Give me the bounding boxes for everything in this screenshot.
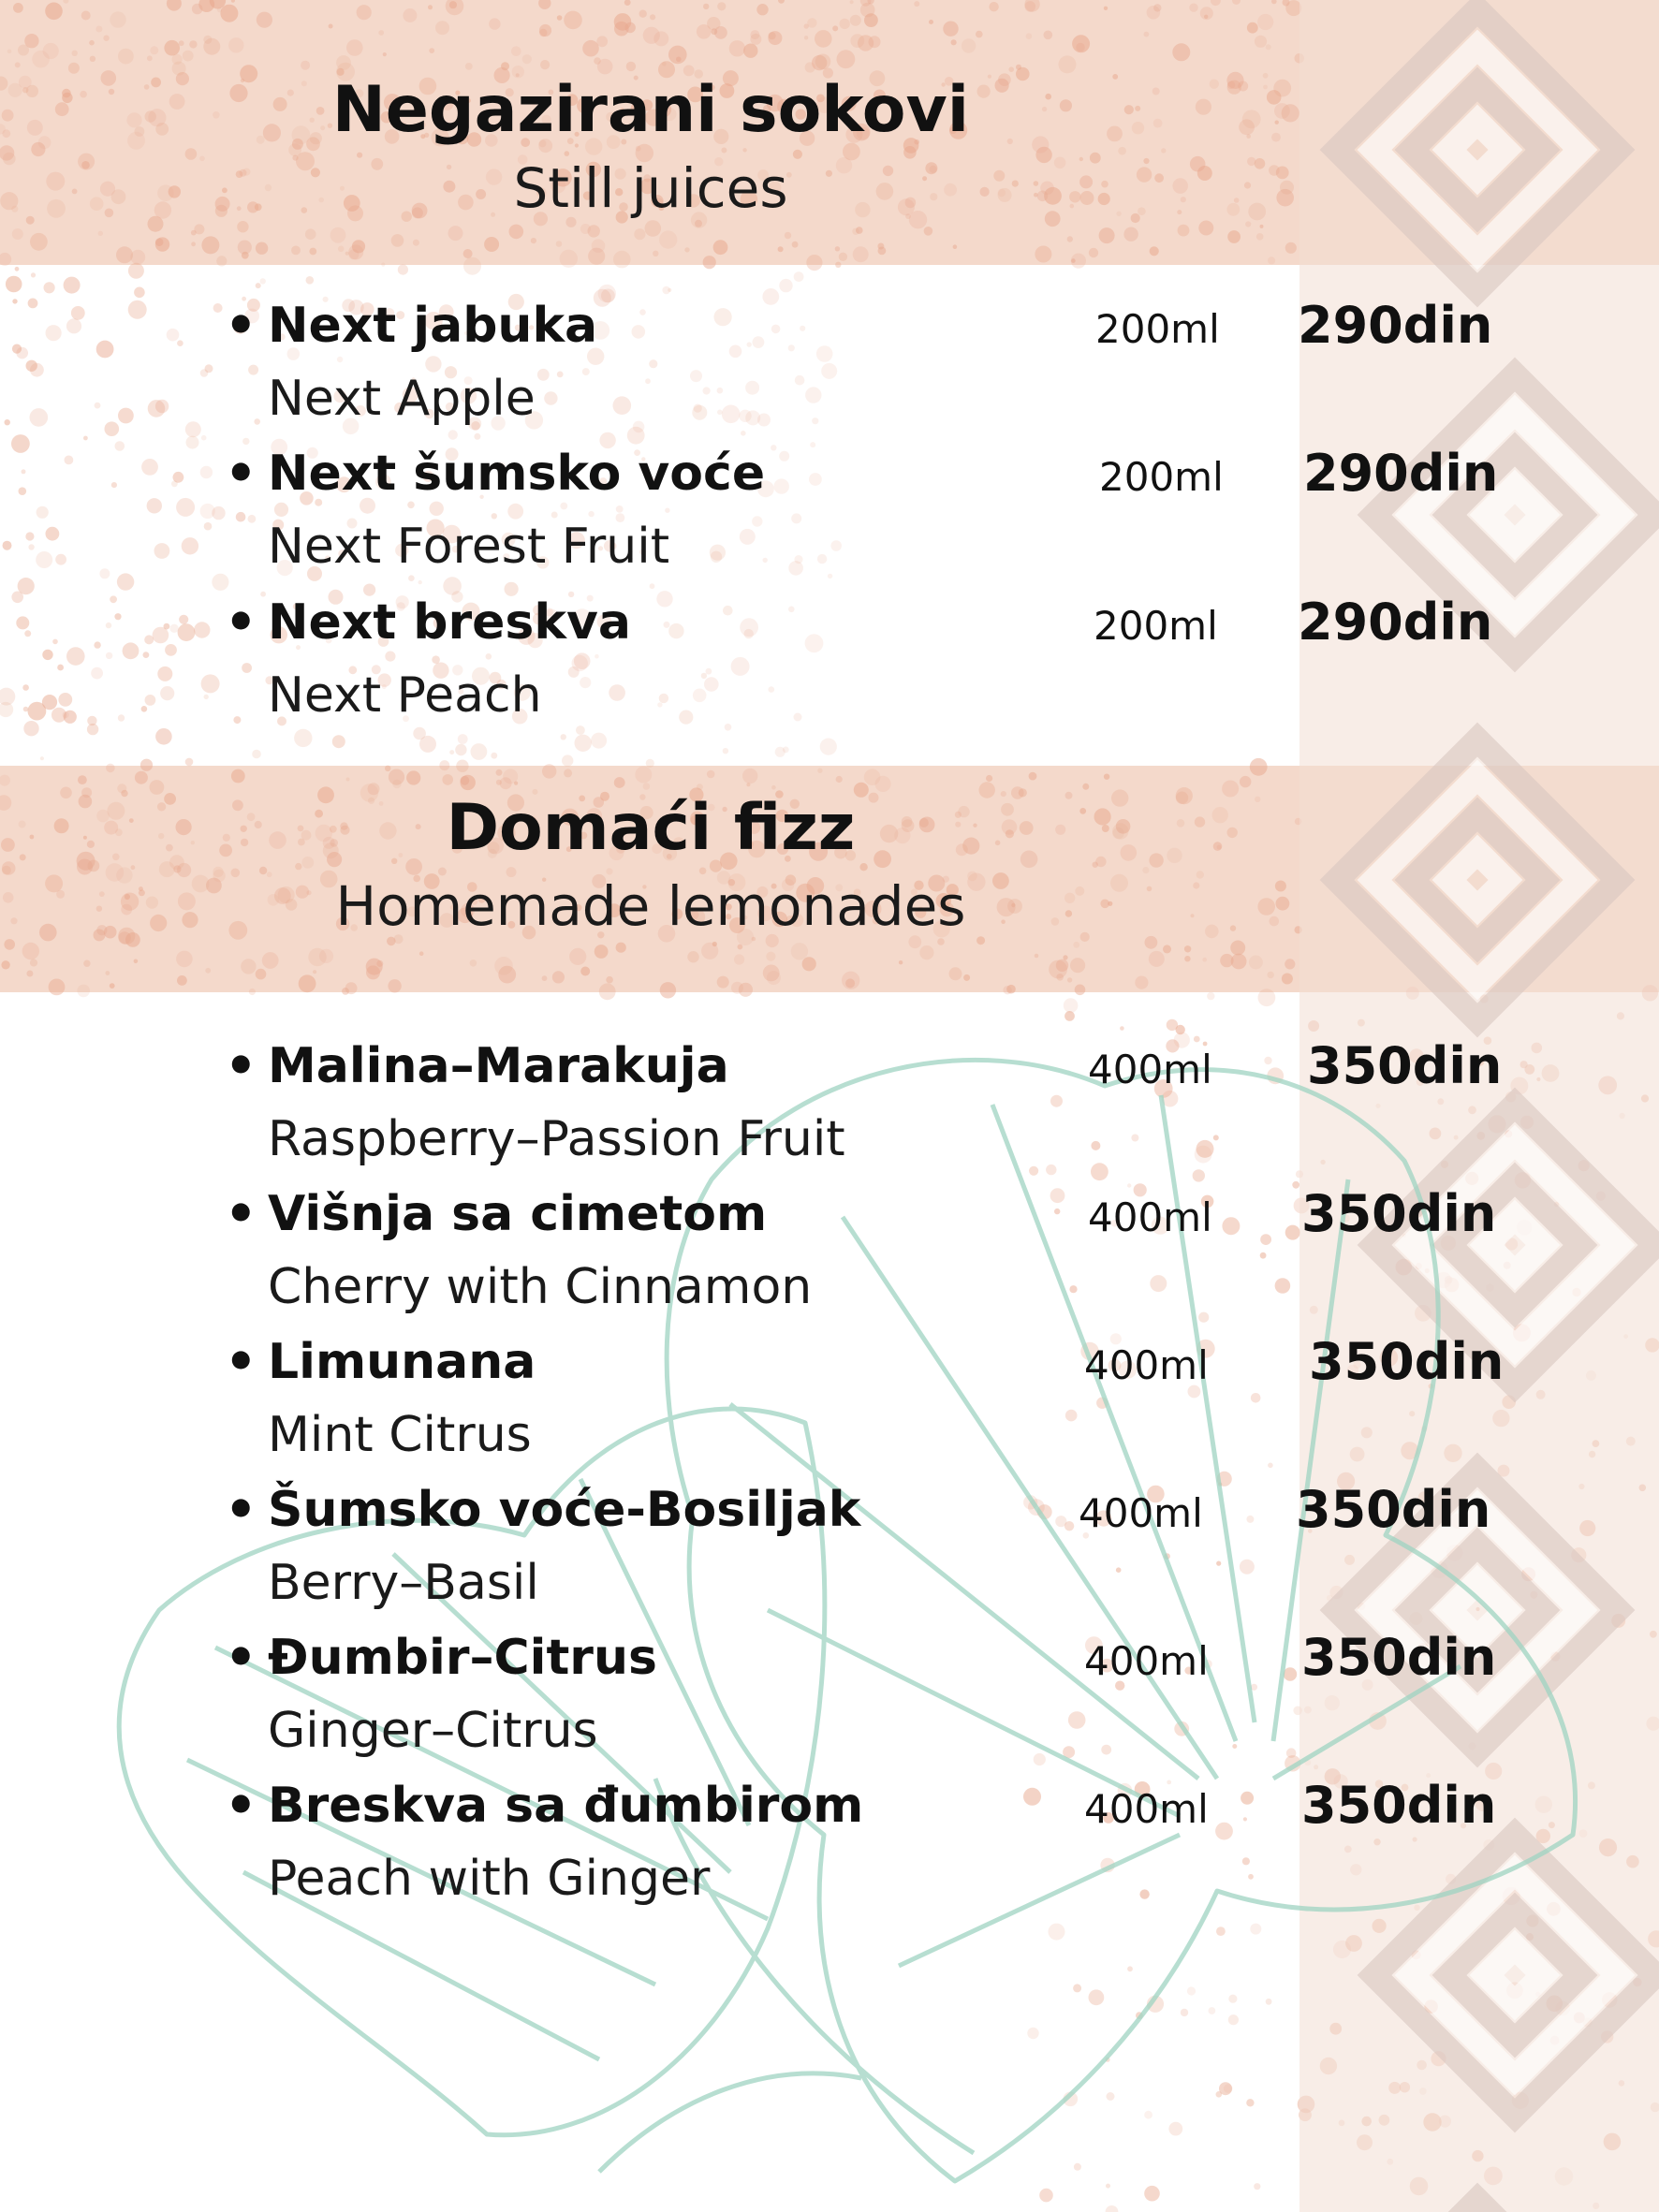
bullet-icon: • [225, 1332, 257, 1391]
item-price: 290din [1298, 593, 1493, 652]
section-title: Domaći fizz [446, 791, 856, 865]
item-volume: 200ml [1099, 454, 1224, 500]
item-volume: 200ml [1095, 306, 1220, 352]
section-subtitle: Homemade lemonades [335, 874, 966, 938]
item-price: 350din [1309, 1332, 1505, 1391]
item-name: Next breskva [268, 594, 631, 651]
menu-item [225, 1625, 1498, 1773]
item-name: Limunana [268, 1334, 536, 1390]
bullet-icon: • [225, 1036, 257, 1095]
bullet-icon: • [225, 1480, 257, 1539]
item-volume: 400ml [1084, 1342, 1209, 1388]
section-title: Negazirani sokovi [331, 73, 970, 147]
item-name-en: Mint Citrus [268, 1407, 532, 1463]
item-name-en: Cherry with Cinnamon [268, 1259, 813, 1315]
menu-item [225, 1773, 1498, 1921]
item-name-en: Next Peach [268, 667, 542, 724]
item-volume: 400ml [1084, 1638, 1209, 1684]
item-name-en: Next Forest Fruit [268, 519, 670, 575]
item-volume: 200ml [1094, 603, 1218, 649]
item-volume: 400ml [1088, 1047, 1212, 1092]
bullet-icon: • [225, 444, 257, 503]
section-heading [0, 791, 1301, 941]
item-name: Šumsko voće-Bosiljak [268, 1482, 861, 1538]
item-name: Breskva sa đumbirom [268, 1778, 864, 1834]
bullet-icon: • [225, 1776, 257, 1835]
item-volume: 400ml [1088, 1194, 1212, 1240]
item-price: 350din [1301, 1628, 1497, 1687]
menu-item [225, 1477, 1498, 1625]
item-name: Malina–Marakuja [268, 1038, 729, 1094]
item-name-en: Peach with Ginger [268, 1851, 711, 1907]
item-price: 350din [1301, 1776, 1497, 1835]
menu-item [225, 441, 1498, 589]
item-name: Đumbir–Citrus [268, 1630, 657, 1686]
item-name-en: Berry–Basil [268, 1555, 539, 1611]
item-name-en: Raspberry–Passion Fruit [268, 1111, 845, 1167]
item-name: Next jabuka [268, 298, 598, 354]
item-name-en: Ginger–Citrus [268, 1703, 598, 1759]
section-subtitle: Still juices [513, 156, 788, 220]
item-volume: 400ml [1084, 1786, 1209, 1832]
item-name: Višnja sa cimetom [268, 1186, 768, 1242]
item-volume: 400ml [1079, 1490, 1203, 1536]
item-name-en: Next Apple [268, 371, 536, 427]
bullet-icon: • [225, 1184, 257, 1243]
menu-item [225, 1033, 1503, 1181]
item-price: 290din [1298, 296, 1493, 355]
menu-item [225, 1181, 1498, 1329]
menu-item [225, 590, 1498, 738]
item-price: 290din [1303, 444, 1499, 503]
bullet-icon: • [225, 593, 257, 652]
item-name: Next šumsko voće [268, 446, 766, 502]
menu-item [225, 1329, 1505, 1477]
item-price: 350din [1296, 1480, 1491, 1539]
bullet-icon: • [225, 296, 257, 355]
section-heading [0, 73, 1301, 223]
item-price: 350din [1301, 1184, 1497, 1243]
item-price: 350din [1307, 1036, 1503, 1095]
bullet-icon: • [225, 1628, 257, 1687]
menu-item [225, 293, 1498, 441]
